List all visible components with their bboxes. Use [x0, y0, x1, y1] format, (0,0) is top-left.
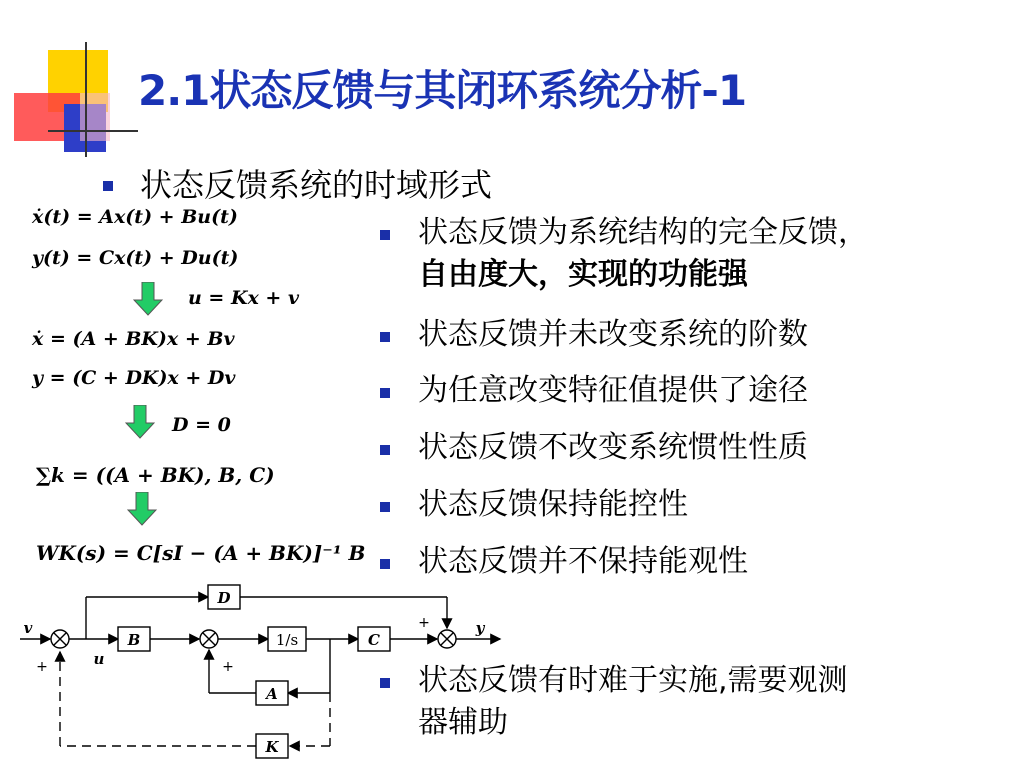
bullet-marker [380, 559, 390, 569]
bullet-text: 状态反馈为系统结构的完全反馈， [418, 215, 868, 250]
bullet-text: 为任意改变特征值提供了途径 [418, 373, 808, 408]
signal-v-label: v [23, 619, 33, 637]
equation-transfer-function: WK(s) = C[sI − (A + BK)]⁻¹ B [36, 541, 366, 565]
down-arrow-icon [133, 282, 163, 316]
equation-output: y(t) = Cx(t) + Du(t) [32, 247, 239, 269]
bullet-marker [380, 388, 390, 398]
equation-state: ẋ(t) = Ax(t) + Bu(t) [32, 206, 238, 228]
block-B-label: B [127, 631, 141, 649]
bullet-text: 状态反馈并不保持能观性 [418, 544, 748, 579]
page-title: 2.1状态反馈与其闭环系统分析-1 [138, 66, 747, 115]
equation-d-zero: D = 0 [172, 414, 231, 436]
block-integrator-label: 1/s [275, 631, 299, 649]
bullet-text-cont: 器辅助 [418, 705, 508, 740]
bullet-text: 状态反馈不改变系统惯性性质 [418, 430, 808, 465]
plus-sign: + [418, 615, 430, 631]
equation-closed-output: y = (C + DK)x + Dv [32, 367, 236, 389]
bullet-marker [380, 230, 390, 240]
bullet-text-cont: 自由度大，实现的功能强 [418, 257, 748, 292]
deco-vertical-line [85, 42, 87, 157]
main-bullet-marker [103, 176, 113, 195]
block-C-label: C [368, 631, 380, 649]
equation-control-law: u = Kx + v [188, 287, 299, 309]
block-A-label: A [266, 685, 278, 703]
down-arrow-icon [125, 405, 155, 439]
block-D-label: D [217, 589, 231, 607]
equation-system-tuple: ∑k = ((A + BK), B, C) [36, 463, 275, 487]
block-diagram [0, 580, 520, 768]
signal-u-label: u [93, 650, 105, 668]
equation-closed-state: ẋ = (A + BK)x + Bv [32, 328, 235, 350]
down-arrow-icon [127, 492, 157, 526]
signal-y-label: y [475, 619, 485, 637]
bullet-marker [380, 502, 390, 512]
bullet-marker [380, 445, 390, 455]
block-K-label: K [265, 738, 279, 756]
bullet-text: 状态反馈保持能控性 [418, 487, 688, 522]
plus-sign: + [222, 659, 234, 675]
main-bullet-text: 状态反馈系统的时域形式 [140, 166, 493, 204]
deco-horizontal-line [48, 130, 138, 132]
bullet-marker [380, 332, 390, 342]
plus-sign: + [36, 659, 48, 675]
bullet-text: 状态反馈并未改变系统的阶数 [418, 317, 808, 352]
bullet-text: 状态反馈有时难于实施,需要观测 [418, 663, 848, 698]
